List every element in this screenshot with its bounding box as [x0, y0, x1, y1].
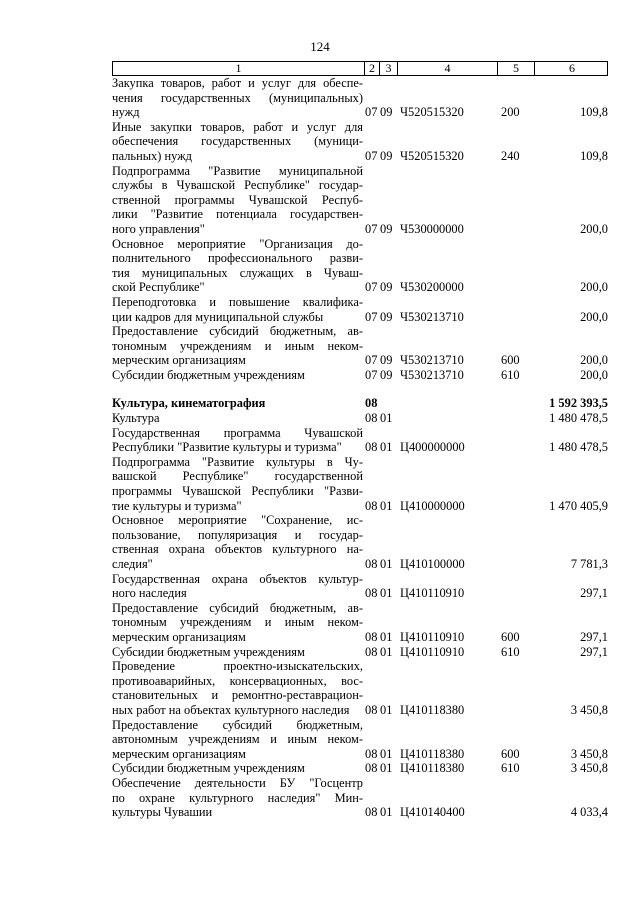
table-header	[112, 61, 608, 76]
row-section: 08	[365, 761, 378, 776]
row-name-line: Субсидии бюджетным учреждениям	[112, 644, 305, 659]
row-target-article: Ч530213710	[400, 353, 464, 368]
row-expense-type: 240	[501, 148, 520, 163]
row-amount: 297,1	[580, 629, 608, 644]
row-name-line: ного управления"	[112, 221, 205, 236]
row-name-line: пользование, популяризация и государ-	[112, 527, 363, 542]
row-name-line: программы Чувашской Республики "Разви-	[112, 484, 363, 499]
row-name	[112, 324, 363, 368]
row-target-article: Ц410118380	[400, 702, 465, 717]
row-subsection: 01	[380, 746, 393, 761]
row-section: 08	[365, 557, 378, 571]
table-row	[112, 513, 608, 571]
row-subsection: 01	[380, 805, 393, 820]
row-name-line: автономным учреждениям и иным неком-	[112, 732, 363, 747]
row-target-article: Ч520515320	[400, 148, 464, 163]
row-expense-type: 610	[501, 644, 520, 659]
row-spacer	[112, 382, 608, 396]
row-amount: 200,0	[580, 309, 608, 324]
table-row	[112, 426, 608, 455]
row-target-article: Ц400000000	[400, 440, 465, 455]
row-name	[112, 718, 363, 762]
row-name-line: ции кадров для муниципальной службы	[112, 309, 324, 324]
row-name-line: Переподготовка и повышение квалифика-	[112, 294, 363, 309]
row-name-line: Субсидии бюджетным учреждениям	[112, 761, 305, 776]
table-row	[112, 120, 608, 164]
row-name-line: тие культуры и туризма"	[112, 498, 242, 513]
row-name	[112, 659, 363, 717]
row-section: 07	[365, 105, 378, 120]
table-row	[112, 164, 608, 237]
row-subsection: 09	[380, 105, 393, 120]
row-amount: 297,1	[580, 586, 608, 601]
row-target-article: Ц410140400	[400, 805, 465, 820]
row-name-line: Закупка товаров, работ и услуг для обеспе-	[112, 76, 363, 90]
row-subsection: 09	[380, 367, 393, 382]
row-amount: 1 470 405,9	[549, 498, 608, 513]
row-subsection: 09	[380, 148, 393, 163]
row-name-line: Предоставление субсидий бюджетным,	[112, 717, 363, 732]
row-section: 08	[365, 746, 378, 761]
table-row	[112, 237, 608, 295]
row-name-line: следия"	[112, 557, 153, 571]
row-subsection: 01	[380, 761, 393, 776]
header-col-2: 2	[364, 62, 379, 75]
row-target-article: Ц410110910	[400, 586, 465, 601]
row-section: 08	[365, 644, 378, 659]
row-subsection: 09	[380, 280, 393, 295]
row-amount: 1 480 478,5	[549, 411, 608, 426]
table-row	[112, 601, 608, 645]
row-name-line: тия муниципальных служащих в Чуваш-	[112, 265, 363, 280]
row-name-line: ных работ на объектах культурного наследия	[112, 702, 350, 717]
row-target-article: Ц410110910	[400, 644, 465, 659]
row-name-line: мерческим организациям	[112, 353, 246, 368]
row-target-article: Ц410118380	[400, 746, 465, 761]
row-target-article: Ц410100000	[400, 557, 465, 571]
row-name-line: службы в Чувашской Республике" государ-	[112, 178, 363, 193]
row-amount: 200,0	[580, 280, 608, 295]
row-amount: 4 033,4	[570, 805, 608, 820]
row-subsection: 01	[380, 440, 393, 455]
row-name-line: ственной программы Чувашской Респуб-	[112, 192, 363, 207]
row-name-line: ственная охрана объектов культурного на-	[112, 542, 363, 557]
row-name-line: Государственная программа Чувашской	[112, 425, 363, 440]
table-row	[112, 76, 608, 120]
row-subsection: 01	[380, 644, 393, 659]
row-amount: 1 592 393,5	[549, 396, 608, 411]
table-row	[112, 368, 608, 383]
row-subsection: 01	[380, 557, 393, 571]
row-name	[112, 601, 363, 645]
row-expense-type: 600	[501, 353, 520, 368]
row-name	[112, 368, 363, 383]
row-name-line: мерческим организациям	[112, 629, 246, 644]
row-name-line: Подпрограмма "Развитие культуры в Чу-	[112, 454, 363, 469]
row-name	[112, 237, 363, 295]
header-col-6: 6	[534, 62, 609, 75]
table-body	[112, 76, 608, 820]
header-col-4: 4	[397, 62, 497, 75]
header-col-1: 1	[235, 61, 242, 75]
row-target-article: Ч530213710	[400, 367, 464, 382]
row-subsection: 01	[380, 702, 393, 717]
row-name-line: мерческим организациям	[112, 746, 246, 761]
row-subsection: 01	[380, 498, 393, 513]
row-expense-type: 610	[501, 367, 520, 382]
row-amount: 200,0	[580, 353, 608, 368]
table-row	[112, 718, 608, 762]
table-row	[112, 396, 608, 411]
row-name-line: полнительного профессионального разви-	[112, 251, 363, 266]
row-name-line: лики "Развитие потенциала государствен-	[112, 207, 363, 222]
row-target-article: Ц410110910	[400, 629, 465, 644]
row-subsection: 09	[380, 353, 393, 368]
row-amount: 109,8	[580, 148, 608, 163]
row-expense-type: 600	[501, 629, 520, 644]
row-section: 08	[365, 805, 378, 820]
row-name-line: Культура, кинематография	[112, 396, 266, 411]
row-name	[112, 76, 363, 120]
table-row	[112, 411, 608, 426]
row-name-line: противоаварийных, консервационных, вос-	[112, 673, 363, 688]
row-section: 08	[365, 702, 378, 717]
row-section: 08	[365, 586, 378, 601]
row-name	[112, 776, 363, 820]
row-section: 07	[365, 309, 378, 324]
row-target-article: Ч530213710	[400, 309, 464, 324]
row-expense-type: 600	[501, 746, 520, 761]
row-name	[112, 572, 363, 601]
row-name-line: Республики "Развитие культуры и туризма"	[112, 440, 342, 455]
row-target-article: Ц410118380	[400, 761, 465, 776]
row-section: 07	[365, 353, 378, 368]
row-name-line: Основное мероприятие "Сохранение, ис-	[112, 513, 363, 528]
row-name	[112, 426, 363, 455]
row-name	[112, 120, 363, 164]
row-name-line: ской Республике"	[112, 280, 205, 295]
row-name-line: Проведение проектно-изыскательских,	[112, 659, 363, 674]
header-col-3: 3	[379, 62, 397, 75]
row-name	[112, 396, 363, 411]
table-row	[112, 295, 608, 324]
row-target-article: Ч530000000	[400, 221, 464, 236]
row-subsection: 01	[380, 629, 393, 644]
row-name-line: Иные закупки товаров, работ и услуг для	[112, 119, 363, 134]
row-expense-type: 200	[501, 105, 520, 120]
row-amount: 3 450,8	[570, 761, 608, 776]
row-name-line: становительных и ремонтно-реставрацион-	[112, 688, 363, 703]
row-name-line: нужд	[112, 105, 140, 120]
row-subsection: 01	[380, 586, 393, 601]
row-name-line: тономным учреждениям и иным неком-	[112, 338, 363, 353]
row-section: 07	[365, 148, 378, 163]
header-col-5: 5	[497, 62, 534, 75]
row-subsection: 09	[380, 309, 393, 324]
page-number: 124	[310, 39, 330, 54]
row-subsection: 09	[380, 221, 393, 236]
row-section: 08	[365, 440, 378, 455]
table-row	[112, 645, 608, 660]
row-subsection: 01	[380, 411, 393, 426]
row-target-article: Ч530200000	[400, 280, 464, 295]
row-section: 08	[365, 629, 378, 644]
row-name-line: Предоставление субсидий бюджетным, ав-	[112, 600, 363, 615]
row-expense-type: 610	[501, 761, 520, 776]
row-name	[112, 645, 363, 660]
table-row	[112, 455, 608, 513]
row-name-line: Культура	[112, 411, 160, 426]
table-row	[112, 761, 608, 776]
row-name-line: Основное мероприятие "Организация до-	[112, 236, 363, 251]
row-amount: 200,0	[580, 221, 608, 236]
budget-table	[112, 61, 608, 820]
row-name	[112, 411, 363, 426]
row-name-line: тономным учреждениям и иным неком-	[112, 615, 363, 630]
row-name-line: культуры Чувашии	[112, 805, 213, 820]
row-name-line: Обеспечение деятельности БУ "Госцентр	[112, 775, 363, 790]
row-name	[112, 455, 363, 513]
row-target-article: Ц410000000	[400, 498, 465, 513]
row-target-article: Ч520515320	[400, 105, 464, 120]
row-name-line: обеспечения государственных (муници-	[112, 134, 363, 149]
row-name-line: по охране культурного наследия" Мин-	[112, 790, 363, 805]
row-name	[112, 513, 363, 571]
row-name-line: пальных) нужд	[112, 148, 192, 163]
row-section: 08	[365, 411, 378, 426]
row-section: 07	[365, 280, 378, 295]
row-amount: 200,0	[580, 367, 608, 382]
table-row	[112, 776, 608, 820]
row-amount: 3 450,8	[570, 746, 608, 761]
row-name	[112, 761, 363, 776]
row-section: 08	[365, 396, 378, 411]
row-section: 07	[365, 221, 378, 236]
row-name	[112, 295, 363, 324]
row-name	[112, 164, 363, 237]
table-row	[112, 324, 608, 368]
row-name-line: чения государственных (муниципальных)	[112, 90, 363, 105]
row-name-line: ного наследия	[112, 586, 187, 601]
row-section: 08	[365, 498, 378, 513]
table-row	[112, 659, 608, 717]
row-name-line: Подпрограмма "Развитие муниципальной	[112, 163, 363, 178]
row-name-line: Государственная охрана объектов культур-	[112, 571, 363, 586]
row-amount: 1 480 478,5	[549, 440, 608, 455]
row-section: 07	[365, 367, 378, 382]
row-name-line: Предоставление субсидий бюджетным, ав-	[112, 324, 363, 339]
row-amount: 109,8	[580, 105, 608, 120]
row-amount: 297,1	[580, 644, 608, 659]
row-amount: 7 781,3	[570, 557, 608, 571]
row-name-line: вашской Республике" государственной	[112, 469, 363, 484]
table-row	[112, 572, 608, 601]
row-amount: 3 450,8	[570, 702, 608, 717]
row-name-line: Субсидии бюджетным учреждениям	[112, 367, 305, 382]
